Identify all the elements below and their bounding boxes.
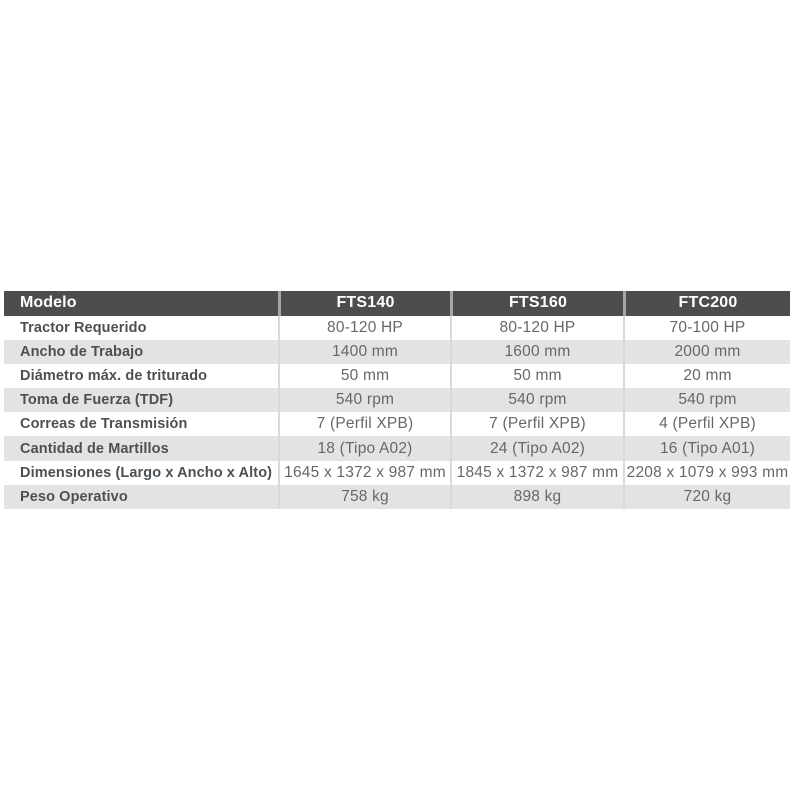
row-value: 24 (Tipo A02) — [450, 436, 623, 460]
table-body — [4, 316, 790, 510]
row-value: 1600 mm — [450, 340, 623, 364]
row-value: 18 (Tipo A02) — [278, 436, 450, 460]
row-value: 50 mm — [278, 364, 450, 388]
table-row-peso-operativo — [4, 485, 790, 509]
row-value: 80-120 HP — [278, 316, 450, 340]
row-value: 7 (Perfil XPB) — [278, 412, 450, 436]
row-label: Toma de Fuerza (TDF) — [20, 392, 174, 409]
row-label: Cantidad de Martillos — [20, 440, 169, 457]
row-value: 898 kg — [450, 485, 623, 509]
row-value: 20 mm — [623, 364, 790, 388]
spec-table — [4, 291, 790, 509]
row-label: Correas de Transmisión — [20, 416, 188, 433]
row-value: 720 kg — [623, 485, 790, 509]
table-row-ancho-de-trabajo — [4, 340, 790, 364]
table-row-cantidad-de-martillos — [4, 436, 790, 460]
row-label: Diámetro máx. de triturado — [20, 367, 208, 384]
row-label: Peso Operativo — [20, 488, 128, 505]
table-row-correas-de-transmision — [4, 412, 790, 436]
row-value: 80-120 HP — [450, 316, 623, 340]
header-cell-model-1: FTS140 — [278, 291, 450, 316]
table-row-tractor-requerido — [4, 316, 790, 340]
row-label: Ancho de Trabajo — [20, 343, 144, 360]
row-value: 70-100 HP — [623, 316, 790, 340]
row-value: 4 (Perfil XPB) — [623, 412, 790, 436]
row-value: 540 rpm — [278, 388, 450, 412]
row-value: 540 rpm — [623, 388, 790, 412]
header-cell-modelo: Modelo — [20, 294, 77, 312]
table-row-diametro-max — [4, 364, 790, 388]
table-row-toma-de-fuerza — [4, 388, 790, 412]
row-value: 758 kg — [278, 485, 450, 509]
row-value: 50 mm — [450, 364, 623, 388]
row-label: Dimensiones (Largo x Ancho x Alto) — [20, 464, 273, 481]
row-value: 1400 mm — [278, 340, 450, 364]
row-value: 1845 x 1372 x 987 mm — [450, 461, 623, 485]
table-header-row — [4, 291, 790, 316]
row-label: Tractor Requerido — [20, 319, 147, 336]
row-value: 16 (Tipo A01) — [623, 436, 790, 460]
row-value: 7 (Perfil XPB) — [450, 412, 623, 436]
table-row-dimensiones — [4, 461, 790, 485]
header-cell-model-2: FTS160 — [450, 291, 623, 316]
row-value: 2000 mm — [623, 340, 790, 364]
row-value: 1645 x 1372 x 987 mm — [278, 461, 450, 485]
header-cell-model-3: FTC200 — [623, 291, 790, 316]
row-value: 2208 x 1079 x 993 mm — [623, 461, 790, 485]
row-value: 540 rpm — [450, 388, 623, 412]
